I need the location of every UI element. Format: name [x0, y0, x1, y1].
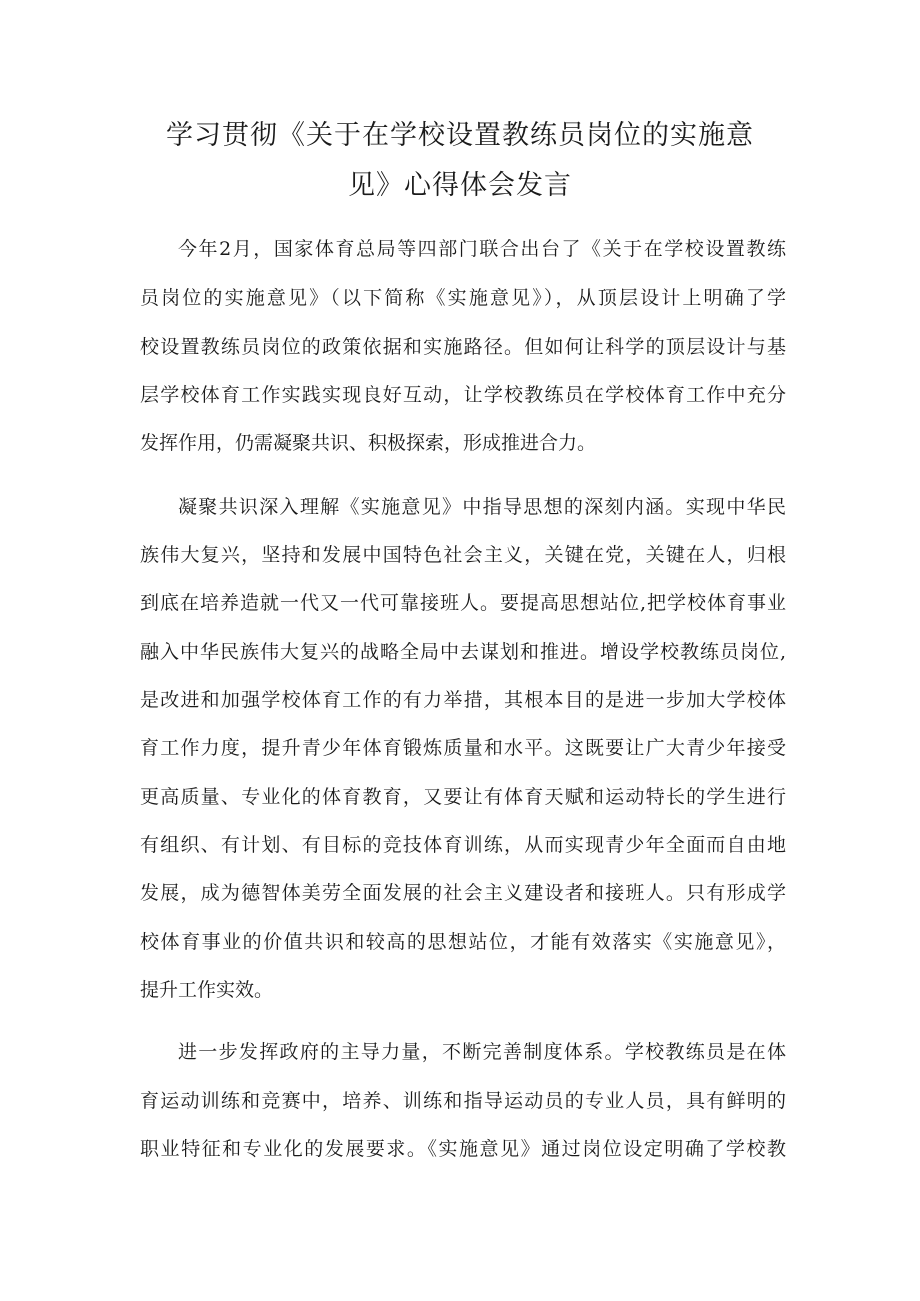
- paragraph-line: 凝聚共识深入理解《实施意见》中指导思想的深刻内涵。实现中华民: [178, 496, 786, 518]
- document-title-line-2: 见》心得体会发言: [348, 170, 572, 201]
- paragraph-line: 层学校体育工作实践实现良好互动，让学校教练员在学校体育工作中充分: [140, 384, 786, 406]
- paragraph-line: 育工作力度，提升青少年体育锻炼质量和水平。这既要让广大青少年接受: [140, 737, 786, 759]
- paragraph-line: 员岗位的实施意见》（以下简称《实施意见》），从顶层设计上明确了学: [140, 287, 786, 309]
- paragraph-line: 职业特征和专业化的发展要求。《实施意见》通过岗位设定明确了学校教: [140, 1138, 786, 1160]
- paragraph-line: 发挥作用，仍需凝聚共识、积极探索，形成推进合力。: [140, 432, 597, 454]
- paragraph-line: 是改进和加强学校体育工作的有力举措，其根本目的是进一步加大学校体: [140, 689, 786, 711]
- paragraph-line: 有组织、有计划、有目标的竞技体育训练，从而实现青少年全面而自由地: [140, 834, 786, 856]
- paragraph-line: 提升工作实效。: [140, 979, 274, 1001]
- paragraph-line: 进一步发挥政府的主导力量，不断完善制度体系。学校教练员是在体: [178, 1041, 786, 1063]
- paragraph-line: 今年2月，国家体育总局等四部门联合出台了《关于在学校设置教练: [178, 238, 786, 260]
- document-title-line-1: 学习贯彻《关于在学校设置教练员岗位的实施意: [166, 120, 754, 151]
- paragraph-line: 到底在培养造就一代又一代可靠接班人。要提高思想站位,把学校体育事业: [140, 592, 786, 614]
- paragraph-line: 校体育事业的价值共识和较高的思想站位，才能有效落实《实施意见》，: [140, 931, 786, 953]
- paragraph-line: 发展，成为德智体美劳全面发展的社会主义建设者和接班人。只有形成学: [140, 882, 786, 904]
- paragraph-line: 育运动训练和竞赛中，培养、训练和指导运动员的专业人员，具有鲜明的: [140, 1090, 786, 1112]
- paragraph-line: 族伟大复兴，坚持和发展中国特色社会主义，关键在党，关键在人，归根: [140, 544, 786, 566]
- paragraph-line: 校设置教练员岗位的政策依据和实施路径。但如何让科学的顶层设计与基: [140, 336, 786, 358]
- paragraph-line: 融入中华民族伟大复兴的战略全局中去谋划和推进。增设学校教练员岗位,: [140, 641, 786, 663]
- paragraph-line: 更高质量、专业化的体育教育，又要让有体育天赋和运动特长的学生进行: [140, 786, 786, 808]
